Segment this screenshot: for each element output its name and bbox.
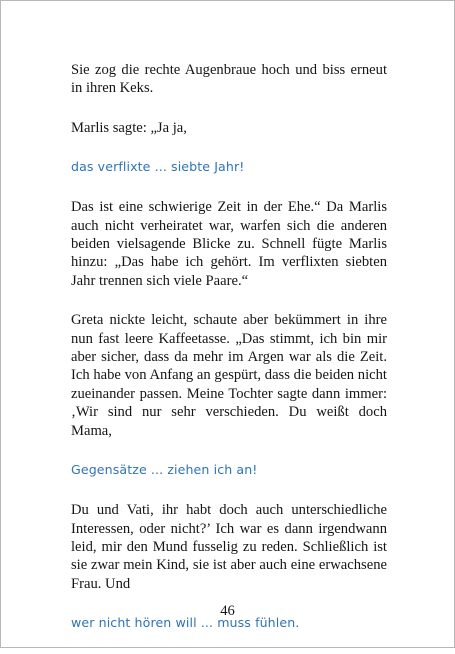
paragraph: Marlis sagte: „Ja ja,: [71, 119, 187, 136]
paragraph: Greta nickte leicht, schaute aber bekümmert in ihre nun fast leere Kaffeetasse. „Das stimmt, ich bin mir aber sicher, dass da mehr im Argen war als die Zeit. Ich habe von Anfang an gespürt, dass die beiden nicht zueinander passen. Meine Tochter sagte dann immer: ‚Wir sind nur sehr verschieden. Du weißt doch Mama,: [71, 312, 387, 439]
page-number: 46: [220, 603, 235, 619]
handwritten-note: Gegensätze ... ziehen ich an!: [71, 462, 258, 478]
paragraph: Sie zog die rechte Augenbraue hoch und biss erneut in ihren Keks.: [71, 62, 387, 97]
handwritten-note: das verflixte ... siebte Jahr!: [71, 159, 245, 175]
paragraph: Du und Vati, ihr habt doch auch unterschiedliche Interessen, oder nicht?’ Ich war es dann irgendwann leid, mir den Mund fusselig zu reden. Schließlich ist sie zwar mein Kind, sie ist aber auch eine erwachsene Frau. Und: [71, 502, 387, 592]
handwritten-note: wer nicht hören will ... muss fühlen.: [71, 615, 300, 631]
page-text: [71, 61, 387, 654]
paragraph: Das ist eine schwierige Zeit in der Ehe.“ Da Marlis auch nicht verheiratet war, warfen sich die anderen beiden vielsagende Blicke zu. Schnell fügte Marlis hinzu: „Das habe ich gehört. Im verflixten siebten Jahr trennen sich viele Paare.“: [71, 199, 387, 289]
